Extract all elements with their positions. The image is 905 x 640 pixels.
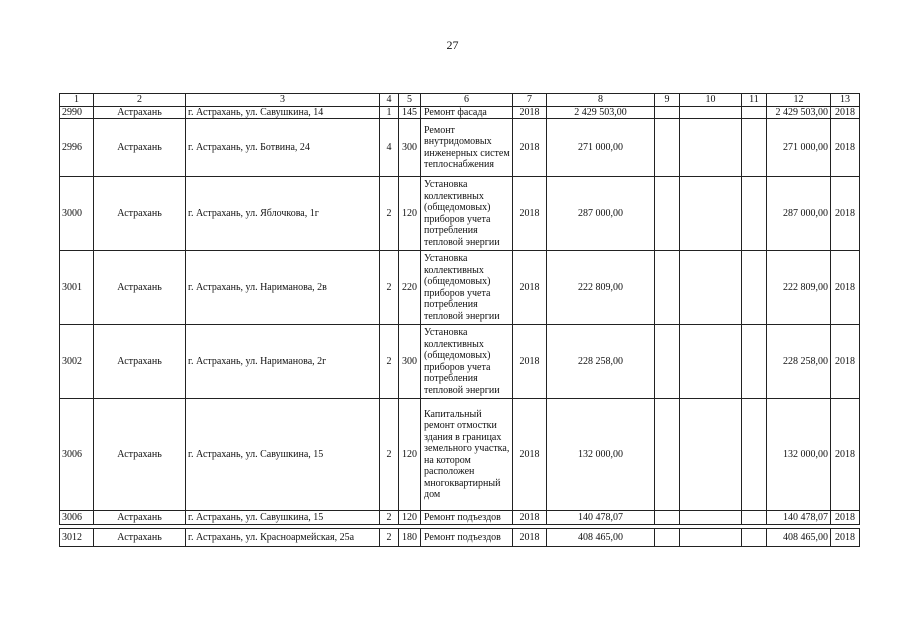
row-col4: 4 [380,119,399,177]
row-col4: 2 [380,325,399,399]
row-col5: 220 [399,251,421,325]
row-col9 [655,325,680,399]
row-amount: 132 000,00 [547,399,655,511]
table-row [60,529,860,547]
row-col5: 145 [399,106,421,119]
row-total: 222 809,00 [767,251,831,325]
row-address: г. Астрахань, ул. Яблочкова, 1г [186,177,380,251]
row-id: 3002 [60,325,94,399]
row-col4: 2 [380,529,399,547]
row-amount: 222 809,00 [547,251,655,325]
column-header: 5 [399,94,421,107]
row-col4: 2 [380,177,399,251]
row-work-type: Ремонт внутридомовых инженерных систем теплоснабжения [421,119,513,177]
row-col11 [742,399,767,511]
column-header: 7 [513,94,547,107]
row-completion-year: 2018 [831,251,860,325]
row-col9 [655,177,680,251]
table-row [60,177,860,251]
row-total: 408 465,00 [767,529,831,547]
row-col4: 2 [380,399,399,511]
row-amount: 271 000,00 [547,119,655,177]
row-year: 2018 [513,251,547,325]
row-col5: 300 [399,325,421,399]
row-col9 [655,511,680,525]
row-id: 3012 [60,529,94,547]
row-col11 [742,177,767,251]
row-col10 [680,399,742,511]
row-col9 [655,106,680,119]
column-number-row [60,94,860,107]
row-col5: 120 [399,399,421,511]
row-id: 3006 [60,399,94,511]
row-col10 [680,511,742,525]
row-total: 132 000,00 [767,399,831,511]
row-year: 2018 [513,511,547,525]
row-id: 3001 [60,251,94,325]
row-city: Астрахань [94,119,186,177]
row-address: г. Астрахань, ул. Ботвина, 24 [186,119,380,177]
row-amount: 2 429 503,00 [547,106,655,119]
row-completion-year: 2018 [831,325,860,399]
row-amount: 408 465,00 [547,529,655,547]
row-city: Астрахань [94,511,186,525]
row-amount: 140 478,07 [547,511,655,525]
row-col9 [655,251,680,325]
row-completion-year: 2018 [831,529,860,547]
row-col4: 1 [380,106,399,119]
table-row [60,119,860,177]
row-col10 [680,529,742,547]
row-work-type: Установка коллективных (общедомовых) приборов учета потребления тепловой энергии [421,177,513,251]
row-year: 2018 [513,177,547,251]
row-col11 [742,119,767,177]
register-table [59,93,860,547]
row-completion-year: 2018 [831,511,860,525]
row-total: 228 258,00 [767,325,831,399]
page-number: 27 [446,38,459,52]
table-row [60,325,860,399]
row-completion-year: 2018 [831,106,860,119]
row-col10 [680,177,742,251]
row-col10 [680,106,742,119]
row-col4: 2 [380,511,399,525]
row-work-type: Установка коллективных (общедомовых) приборов учета потребления тепловой энергии [421,251,513,325]
row-year: 2018 [513,399,547,511]
row-amount: 228 258,00 [547,325,655,399]
column-header: 12 [767,94,831,107]
row-total: 2 429 503,00 [767,106,831,119]
row-address: г. Астрахань, ул. Савушкина, 15 [186,399,380,511]
table-row [60,106,860,119]
row-col11 [742,106,767,119]
row-col5: 120 [399,511,421,525]
column-header: 8 [547,94,655,107]
row-year: 2018 [513,529,547,547]
row-id: 2996 [60,119,94,177]
column-header: 4 [380,94,399,107]
row-col9 [655,119,680,177]
column-header: 2 [94,94,186,107]
row-city: Астрахань [94,251,186,325]
row-col10 [680,119,742,177]
row-col9 [655,529,680,547]
column-header: 9 [655,94,680,107]
row-city: Астрахань [94,325,186,399]
column-header: 1 [60,94,94,107]
row-id: 3000 [60,177,94,251]
row-col5: 120 [399,177,421,251]
row-address: г. Астрахань, ул. Савушкина, 15 [186,511,380,525]
row-col11 [742,251,767,325]
row-address: г. Астрахань, ул. Нариманова, 2г [186,325,380,399]
row-address: г. Астрахань, ул. Нариманова, 2в [186,251,380,325]
row-year: 2018 [513,119,547,177]
row-work-type: Установка коллективных (общедомовых) приборов учета потребления тепловой энергии [421,325,513,399]
row-col5: 300 [399,119,421,177]
row-address: г. Астрахань, ул. Красноармейская, 25а [186,529,380,547]
row-total: 287 000,00 [767,177,831,251]
row-completion-year: 2018 [831,399,860,511]
row-id: 2990 [60,106,94,119]
row-total: 140 478,07 [767,511,831,525]
row-work-type: Ремонт фасада [421,106,513,119]
row-year: 2018 [513,106,547,119]
row-year: 2018 [513,325,547,399]
row-city: Астрахань [94,177,186,251]
row-work-type: Ремонт подъездов [421,511,513,525]
row-city: Астрахань [94,529,186,547]
table-row [60,511,860,525]
row-city: Астрахань [94,106,186,119]
column-header: 11 [742,94,767,107]
table-row [60,251,860,325]
table-row [60,399,860,511]
row-id: 3006 [60,511,94,525]
row-work-type: Капитальный ремонт отмостки здания в границах земельного участка, на котором расположен многоквартирный дом [421,399,513,511]
row-amount: 287 000,00 [547,177,655,251]
row-col10 [680,251,742,325]
row-col5: 180 [399,529,421,547]
column-header: 3 [186,94,380,107]
row-total: 271 000,00 [767,119,831,177]
row-completion-year: 2018 [831,119,860,177]
row-col11 [742,511,767,525]
column-header: 13 [831,94,860,107]
row-completion-year: 2018 [831,177,860,251]
row-col10 [680,325,742,399]
row-work-type: Ремонт подъездов [421,529,513,547]
column-header: 6 [421,94,513,107]
row-col4: 2 [380,251,399,325]
row-col11 [742,529,767,547]
row-col11 [742,325,767,399]
row-city: Астрахань [94,399,186,511]
row-col9 [655,399,680,511]
column-header: 10 [680,94,742,107]
row-address: г. Астрахань, ул. Савушкина, 14 [186,106,380,119]
